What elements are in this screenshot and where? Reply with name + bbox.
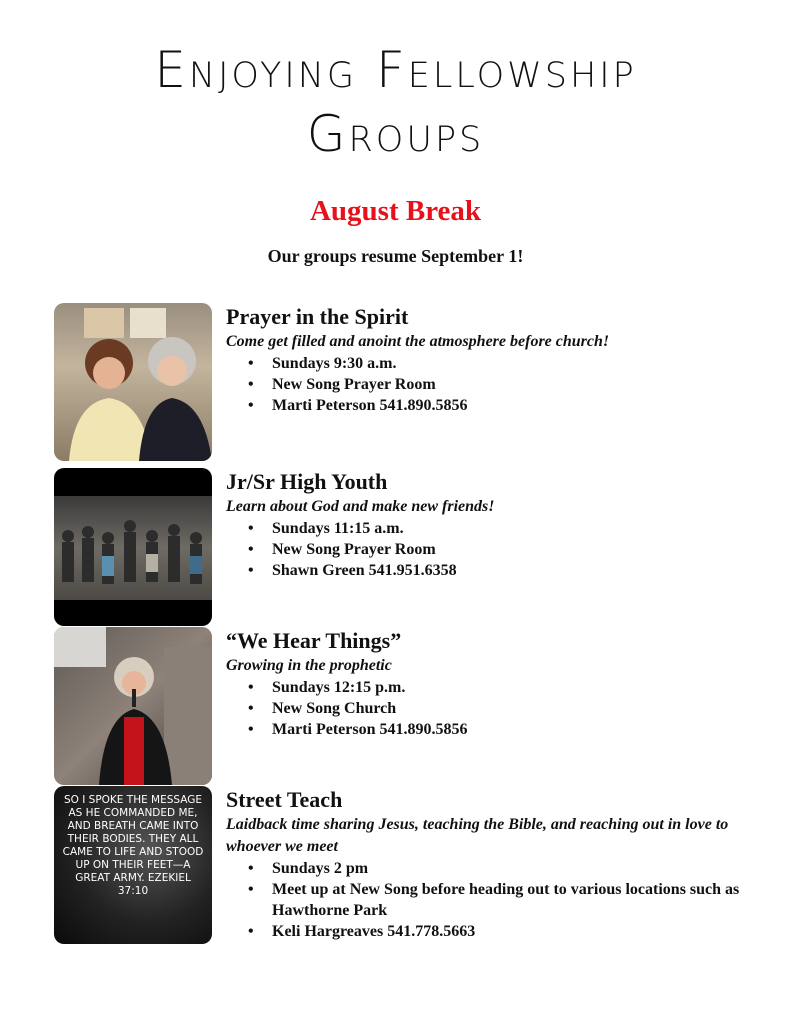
group-photo: [54, 627, 212, 785]
group-details: [226, 353, 746, 416]
group-photo: [54, 468, 212, 626]
group-info: [226, 786, 746, 942]
group-contact: • Marti Peterson 541.890.5856: [272, 395, 746, 416]
group-contact: • Keli Hargreaves 541.778.5663: [272, 921, 746, 942]
group-details: [226, 858, 746, 942]
group-we-hear-things: [54, 627, 754, 785]
group-time: • Sundays 12:15 p.m.: [272, 677, 746, 698]
resume-notice: Our groups resume September 1!: [267, 246, 524, 266]
group-name: Street Teach: [226, 787, 343, 812]
group-location: • New Song Prayer Room: [272, 374, 746, 395]
group-info: [226, 303, 746, 416]
group-name: Prayer in the Spirit: [226, 304, 409, 329]
group-location: • New Song Prayer Room: [272, 539, 746, 560]
group-info: [226, 627, 746, 740]
youth-group-photo: [54, 496, 212, 600]
group-description: Growing in the prophetic: [226, 657, 392, 674]
group-description: Come get filled and anoint the atmosphere before church!: [226, 333, 610, 350]
group-description: Learn about God and make new friends!: [226, 498, 495, 515]
scripture-verse-image-text: SO I SPOKE THE MESSAGE AS HE COMMANDED ME, AND BREATH CAME INTO THEIR BODIES. THEY ALL CAME TO LIFE AND STOOD UP ON THEIR FEET—A GREAT ARMY. EZEKIEL 37:10: [62, 794, 204, 897]
group-info: [226, 468, 746, 581]
group-jr-sr-high-youth: [54, 468, 754, 626]
group-description: Laidback time sharing Jesus, teaching the Bible, and reaching out in love to whoever we meet: [226, 816, 729, 855]
group-photo: [54, 303, 212, 461]
group-name: “We Hear Things”: [226, 628, 402, 653]
crowd-photo-icon: [54, 496, 212, 600]
group-time: • Sundays 2 pm: [272, 858, 746, 879]
speaker-photo-icon: [54, 627, 212, 785]
group-photo: [54, 786, 212, 944]
title-line-2: Groups: [306, 105, 485, 163]
group-contact: • Shawn Green 541.951.6358: [272, 560, 746, 581]
group-time: • Sundays 11:15 a.m.: [272, 518, 746, 539]
group-contact: • Marti Peterson 541.890.5856: [272, 719, 746, 740]
group-name: Jr/Sr High Youth: [226, 469, 388, 494]
group-location: • Meet up at New Song before heading out to various locations such as Hawthorne Park: [272, 879, 746, 921]
group-location: • New Song Church: [272, 698, 746, 719]
group-details: [226, 677, 746, 740]
august-break-heading: August Break: [309, 195, 482, 227]
page-title: [0, 38, 791, 166]
group-prayer-in-the-spirit: [54, 303, 754, 461]
group-street-teach: [54, 786, 754, 944]
title-line-1: Enjoying Fellowship: [154, 41, 637, 99]
group-details: [226, 518, 746, 581]
group-time: • Sundays 9:30 a.m.: [272, 353, 746, 374]
two-women-photo-icon: [54, 303, 212, 461]
